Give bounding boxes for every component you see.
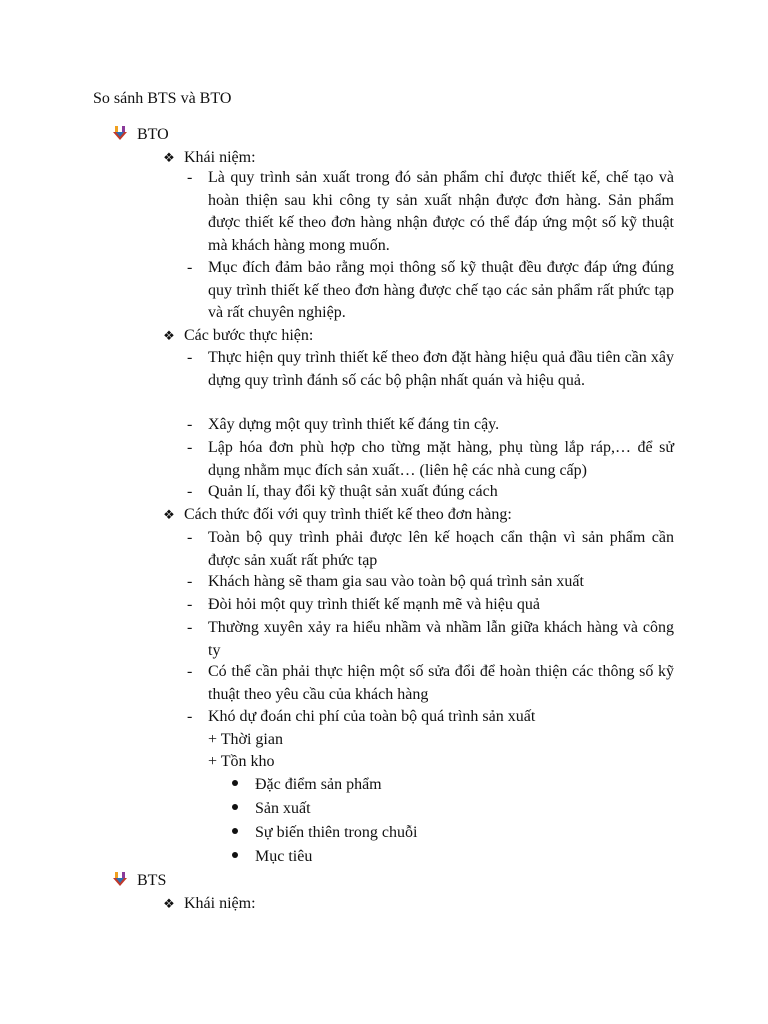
dash-marker: - [187, 663, 193, 680]
list-item [187, 167, 674, 257]
dash-marker: - [187, 529, 193, 546]
list-item-text: Khách hàng sẽ tham gia sau vào toàn bộ quá trình sản xuất [208, 573, 584, 590]
list-item [187, 706, 674, 729]
down-arrow-icon [113, 126, 127, 140]
dash-marker: - [187, 573, 193, 590]
bullet-icon [232, 852, 238, 858]
section-heading: BTS [137, 872, 167, 889]
list-item [187, 661, 674, 706]
bullet-text: Mục tiêu [255, 848, 313, 865]
subsection-heading: Khái niệm: [184, 149, 256, 166]
bullet-icon [232, 780, 238, 786]
dash-marker: - [187, 259, 193, 276]
subsection-bto-steps [162, 325, 313, 348]
down-arrow-icon [113, 872, 127, 886]
dash-marker: - [187, 349, 193, 366]
list-item-text: Đòi hỏi một quy trình thiết kế mạnh mẽ và hiệu quả [208, 596, 540, 613]
list-item [187, 617, 674, 662]
subsection-bts-concept [162, 893, 256, 916]
section-heading: BTO [137, 126, 169, 143]
section-bts [113, 870, 166, 892]
list-item-text: Mục đích đảm bảo rằng mọi thông số kỹ thuật đều được đáp ứng đúng quy trình thiết kế theo đơn hàng được chế tạo các sản phẩm rất phức tạp và rất chuyên nghiệp. [208, 259, 674, 321]
bullet-list-item [230, 774, 382, 796]
list-item-text: Xây dựng một quy trình thiết kế đáng tin cậy. [208, 416, 500, 433]
dash-marker: - [187, 416, 193, 433]
dash-marker: - [187, 596, 193, 613]
list-item [187, 527, 674, 572]
bullet-text: Sự biến thiên trong chuỗi [255, 824, 418, 841]
list-item-text: Có thể cần phải thực hiện một số sửa đổi để hoàn thiện các thông số kỹ thuật theo yêu cầu của khách hàng [208, 663, 674, 703]
document-title: So sánh BTS và BTO [93, 90, 232, 107]
dash-marker: - [187, 483, 193, 500]
bullet-list-item [230, 822, 417, 844]
list-item [187, 257, 674, 325]
bullet-icon [232, 804, 238, 810]
list-item [187, 347, 674, 392]
plus-list-item: + Thời gian [208, 731, 283, 748]
four-diamond-icon: ❖ [163, 897, 175, 912]
bullet-text: Đặc điểm sản phẩm [255, 776, 382, 793]
subsection-heading: Cách thức đối với quy trình thiết kế theo đơn hàng: [184, 506, 512, 523]
bullet-icon [232, 828, 238, 834]
list-item [187, 437, 674, 482]
plus-list-item: + Tồn kho [208, 753, 275, 770]
list-item-text: Là quy trình sản xuất trong đó sản phẩm chỉ được thiết kế, chế tạo và hoàn thiện sau khi công ty sản xuất nhận được đơn hàng. Sản phẩm được thiết kế theo đơn hàng nhận được có thể đáp ứng một số kỹ thuật mà khách hàng mong muốn. [208, 169, 674, 254]
list-item-text: Toàn bộ quy trình phải được lên kế hoạch cẩn thận vì sản phẩm cần được sản xuất rất phức tạp [208, 529, 674, 569]
list-item-text: Khó dự đoán chi phí của toàn bộ quá trình sản xuất [208, 708, 536, 725]
list-item-text: Lập hóa đơn phù hợp cho từng mặt hàng, phụ tùng lắp ráp,… để sử dụng nhằm mục đích sản xuất… (liên hệ các nhà cung cấp) [208, 439, 674, 479]
dash-marker: - [187, 439, 193, 456]
dash-marker: - [187, 619, 193, 636]
list-item-text: Thường xuyên xảy ra hiểu nhầm và nhầm lẫn giữa khách hàng và công ty [208, 619, 674, 659]
list-item [187, 481, 674, 504]
list-item-text: Quản lí, thay đổi kỹ thuật sản xuất đúng cách [208, 483, 498, 500]
bullet-list-item [230, 798, 311, 820]
list-item [187, 414, 674, 437]
four-diamond-icon: ❖ [163, 151, 175, 166]
bullet-list-item [230, 846, 312, 868]
subsection-bto-approach [162, 504, 512, 527]
dash-marker: - [187, 169, 193, 186]
subsection-heading: Các bước thực hiện: [184, 327, 314, 344]
dash-marker: - [187, 708, 193, 725]
list-item [187, 594, 674, 617]
list-item-text: Thực hiện quy trình thiết kế theo đơn đặt hàng hiệu quả đầu tiên cần xây dựng quy trình đánh số các bộ phận nhất quán và hiệu quả. [208, 349, 674, 389]
section-bto [113, 124, 169, 146]
bullet-text: Sản xuất [255, 800, 311, 817]
subsection-heading: Khái niệm: [184, 895, 256, 912]
list-item [187, 571, 674, 594]
four-diamond-icon: ❖ [163, 508, 175, 523]
four-diamond-icon: ❖ [163, 329, 175, 344]
